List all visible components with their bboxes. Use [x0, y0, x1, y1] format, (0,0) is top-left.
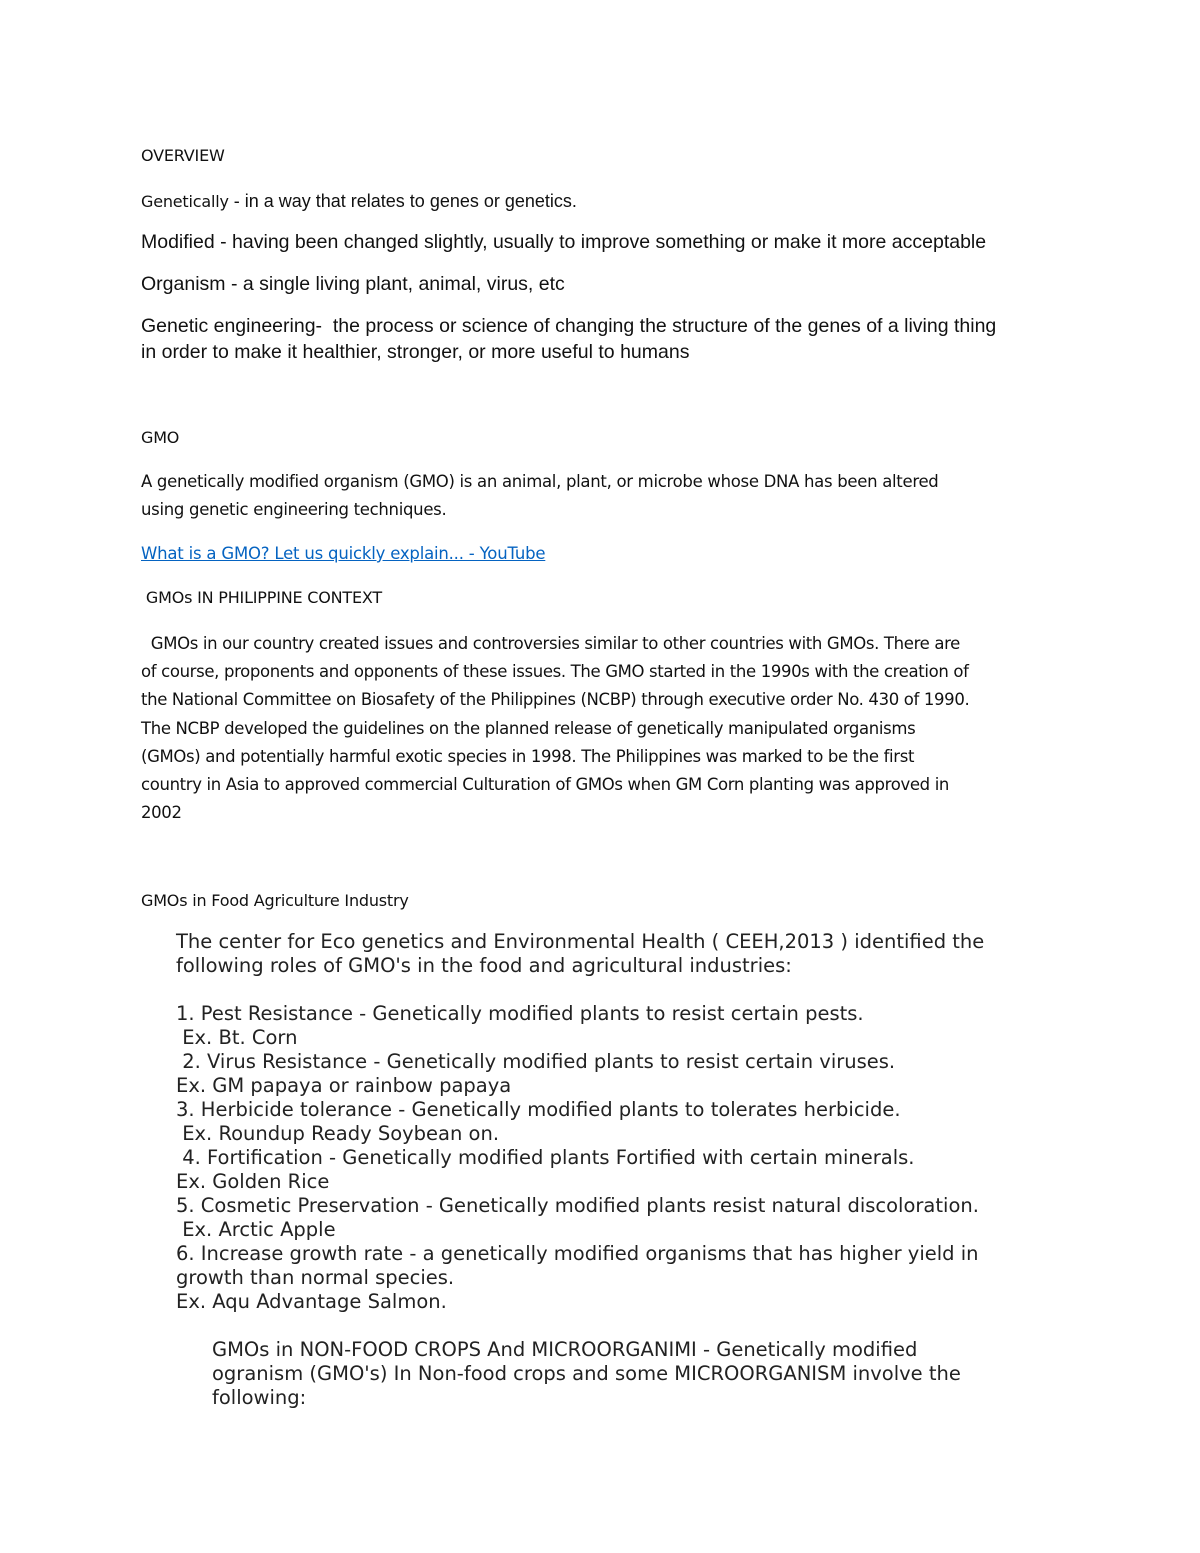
def-genetic-engineering-line1: the process or science of changing the structure of the genes of a living thing — [322, 315, 997, 337]
list-item: Ex. GM papaya or rainbow papaya — [176, 1074, 512, 1097]
definition-organism — [141, 271, 565, 297]
philippine-line: GMOs in our country created issues and controversies similar to other countries with GMOs. There are — [141, 634, 960, 653]
term-organism: Organism — [141, 273, 226, 295]
list-item: Ex. Roundup Ready Soybean on. — [176, 1122, 500, 1145]
def-genetic-engineering-line2: in order to make it healthier, stronger, or more useful to humans — [141, 341, 690, 363]
food-agriculture-heading: GMOs in Food Agriculture Industry — [141, 891, 409, 910]
def-genetically: - in a way that relates to genes or genetics. — [228, 191, 577, 211]
term-genetic-engineering: Genetic engineering- — [141, 315, 323, 337]
overview-heading: OVERVIEW — [141, 146, 225, 165]
blank-line — [176, 978, 984, 1002]
non-food-line: GMOs in NON-FOOD CROPS And MICROORGANIMI - Genetically modified — [212, 1338, 918, 1361]
list-item: 4. Fortification - Genetically modified plants Fortified with certain minerals. — [176, 1146, 915, 1169]
definition-modified — [141, 229, 986, 255]
list-item: 2. Virus Resistance - Genetically modified plants to resist certain viruses. — [176, 1050, 896, 1073]
list-item: 5. Cosmetic Preservation - Genetically modified plants resist natural discoloration. — [176, 1194, 979, 1217]
intro-line: The center for Eco genetics and Environmental Health ( CEEH,2013 ) identified the — [176, 930, 985, 953]
philippine-line: country in Asia to approved commercial Culturation of GMOs when GM Corn planting was approved in — [141, 775, 950, 795]
def-organism: - a single living plant, animal, virus, etc — [225, 273, 565, 295]
non-food-line: ogranism (GMO's) In Non-food crops and some MICROORGANISM involve the — [212, 1362, 961, 1385]
youtube-link[interactable]: What is a GMO? Let us quickly explain... - YouTube — [141, 544, 546, 563]
non-food-line: following: — [212, 1386, 307, 1409]
philippine-line: (GMOs) and potentially harmful exotic species in 1998. The Philippines was marked to be the first — [141, 746, 915, 766]
philippine-paragraph — [141, 630, 1071, 827]
non-food-block — [212, 1338, 961, 1410]
list-item: 6. Increase growth rate - a genetically modified organisms that has higher yield in — [176, 1242, 979, 1265]
definition-genetically — [141, 188, 577, 214]
list-item: Ex. Arctic Apple — [176, 1218, 336, 1241]
list-item: Ex. Aqu Advantage Salmon. — [176, 1290, 447, 1313]
gmo-heading: GMO — [141, 428, 180, 447]
definition-genetic-engineering — [141, 313, 996, 339]
list-item: growth than normal species. — [176, 1266, 455, 1289]
intro-line: following roles of GMO's in the food and agricultural industries: — [176, 954, 792, 977]
food-agriculture-block — [176, 930, 984, 1314]
philippine-heading: GMOs IN PHILIPPINE CONTEXT — [141, 588, 382, 607]
philippine-line: The NCBP developed the guidelines on the planned release of genetically manipulated organisms — [141, 718, 916, 738]
gmo-definition-line2: using genetic engineering techniques. — [141, 500, 447, 519]
philippine-line: the National Committee on Biosafety of the Philippines (NCBP) through executive order No. 430 of 1990. — [141, 690, 970, 710]
philippine-line: of course, proponents and opponents of these issues. The GMO started in the 1990s with the creation of — [141, 662, 969, 682]
list-item: Ex. Bt. Corn — [176, 1026, 298, 1049]
list-item: Ex. Golden Rice — [176, 1170, 330, 1193]
def-modified: - having been changed slightly, usually to improve something or make it more acceptable — [214, 231, 987, 253]
term-modified: Modified — [141, 231, 215, 253]
list-item: 3. Herbicide tolerance - Genetically modified plants to tolerates herbicide. — [176, 1098, 901, 1121]
gmo-definition-line1: A genetically modified organism (GMO) is an animal, plant, or microbe whose DNA has been altered — [141, 472, 939, 491]
term-genetically: Genetically — [141, 192, 229, 211]
list-item: 1. Pest Resistance - Genetically modified plants to resist certain pests. — [176, 1002, 864, 1025]
philippine-line: 2002 — [141, 803, 182, 823]
